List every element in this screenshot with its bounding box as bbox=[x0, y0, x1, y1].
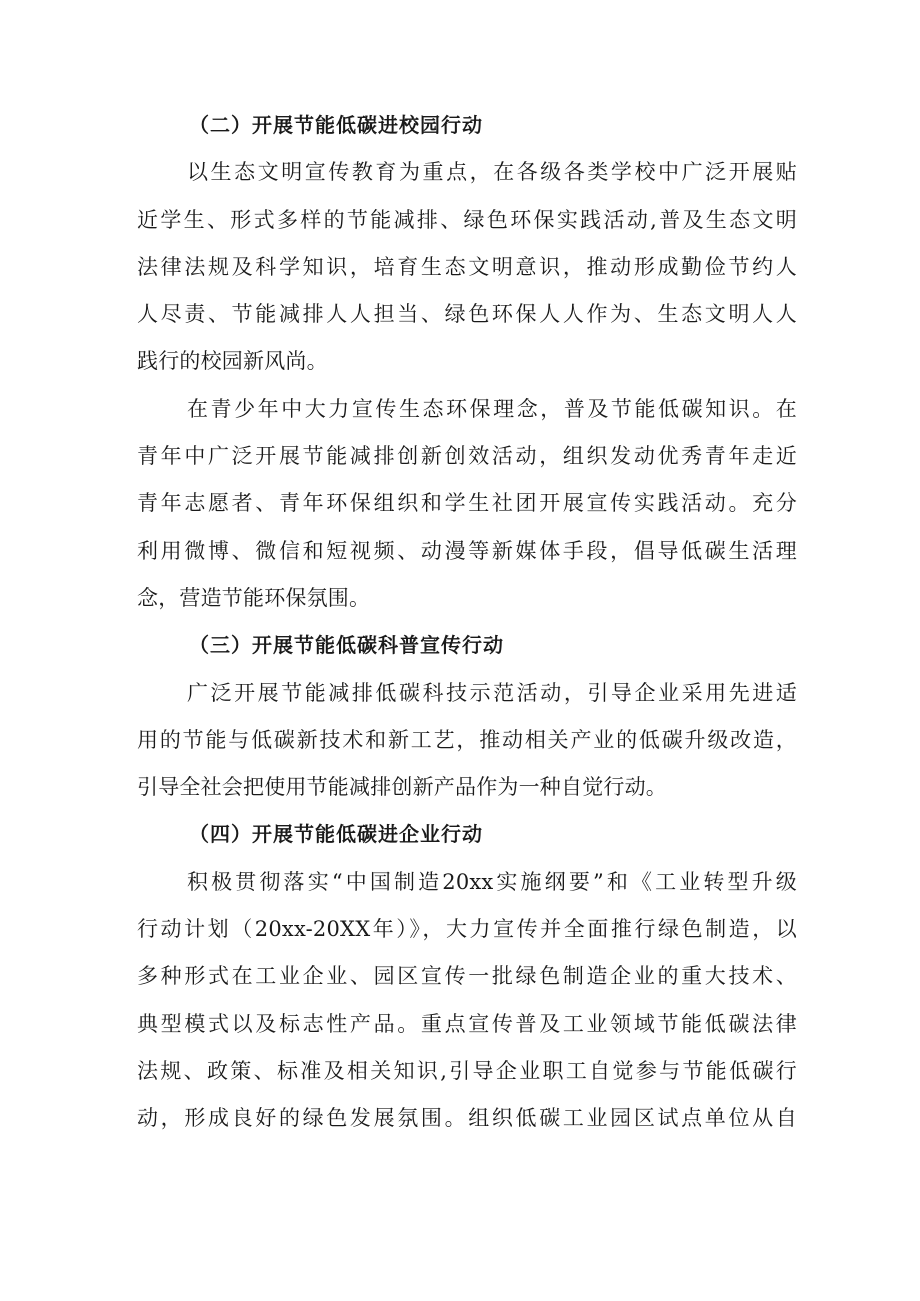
paragraph-line: 人尽责、节能减排人人担当、绿色环保人人作为、生态文明人人 bbox=[137, 302, 797, 327]
paragraph-line: 引导全社会把使用节能减排创新产品作为一种自觉行动。 bbox=[137, 775, 667, 800]
paragraph-line: 念，营造节能环保氛围。 bbox=[137, 585, 371, 610]
section-heading: （四）开展节能低碳进企业行动 bbox=[189, 822, 483, 847]
paragraph-line: 以生态文明宣传教育为重点，在各级各类学校中广泛开展贴 bbox=[187, 160, 797, 185]
paragraph-line: 行动计划（20xx-20XX年）》，大力宣传并全面推行绿色制造，以 bbox=[137, 917, 797, 942]
section-heading: （二）开展节能低碳进校园行动 bbox=[189, 113, 483, 137]
paragraph-line: 青年志愿者、青年环保组织和学生社团开展宣传实践活动。充分 bbox=[137, 491, 797, 516]
paragraph-line: 践行的校园新风尚。 bbox=[137, 349, 328, 374]
paragraph-line: 动，形成良好的绿色发展氛围。组织低碳工业园区试点单位从自 bbox=[137, 1106, 797, 1131]
paragraph-line: 典型模式以及标志性产品。重点宣传普及工业领域节能低碳法律 bbox=[137, 1011, 797, 1036]
section-heading: （三）开展节能低碳科普宣传行动 bbox=[189, 633, 504, 658]
paragraph-line: 在青少年中大力宣传生态环保理念，普及节能低碳知识。在 bbox=[187, 396, 797, 421]
paragraph-line: 广泛开展节能减排低碳科技示范活动，引导企业采用先进适 bbox=[187, 680, 797, 705]
paragraph-line: 利用微博、微信和短视频、动漫等新媒体手段，倡导低碳生活理 bbox=[137, 538, 797, 563]
paragraph-line: 用的节能与低碳新技术和新工艺，推动相关产业的低碳升级改造， bbox=[137, 727, 797, 752]
paragraph-line: 多种形式在工业企业、园区宣传一批绿色制造企业的重大技术、 bbox=[137, 964, 797, 989]
paragraph-line: 法律法规及科学知识，培育生态文明意识，推动形成勤俭节约人 bbox=[137, 254, 797, 279]
document-body bbox=[137, 102, 797, 1143]
paragraph-line: 近学生、形式多样的节能减排、绿色环保实践活动,普及生态文明 bbox=[137, 207, 797, 232]
paragraph-line: 法规、政策、标准及相关知识,引导企业职工自觉参与节能低碳行 bbox=[137, 1058, 797, 1083]
paragraph-line: 积极贯彻落实“中国制造20xx实施纲要”和《工业转型升级 bbox=[187, 869, 797, 894]
paragraph-line: 青年中广泛开展节能减排创新创效活动，组织发动优秀青年走近 bbox=[137, 444, 797, 469]
